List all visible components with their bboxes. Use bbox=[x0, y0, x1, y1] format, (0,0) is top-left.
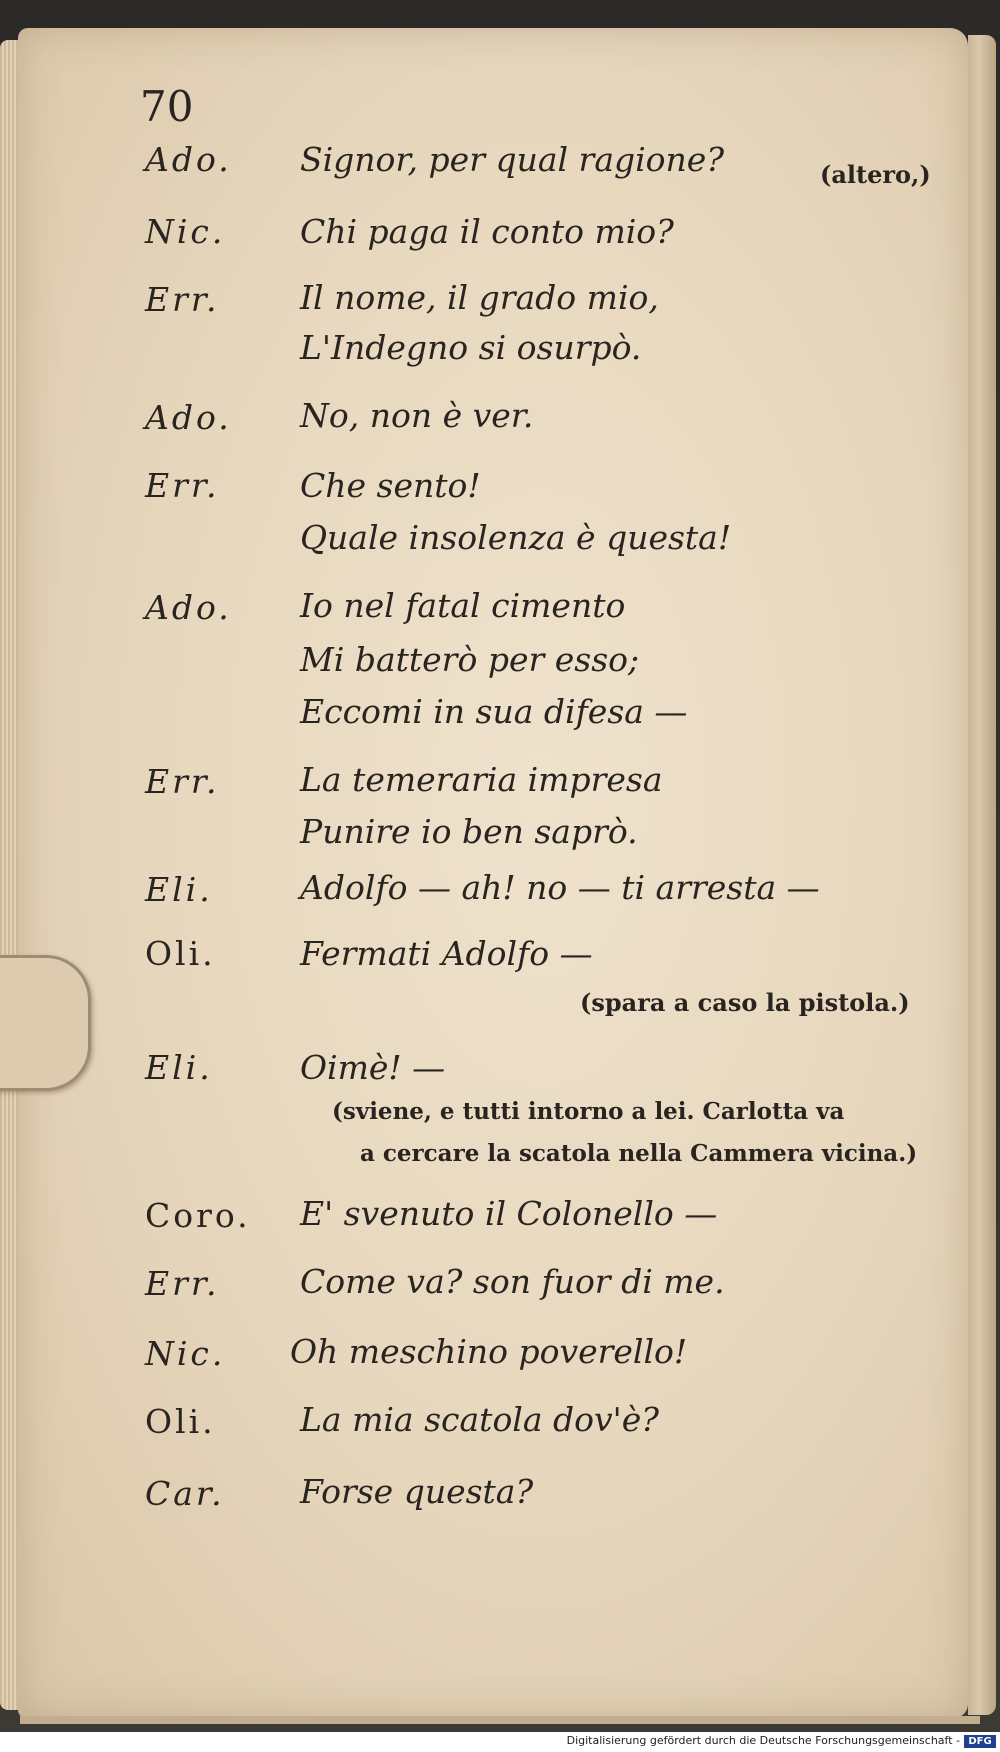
speaker-label: Ado. bbox=[145, 588, 232, 627]
speaker-label: Err. bbox=[145, 280, 220, 319]
verse-line: Mi batterò per esso; bbox=[300, 640, 640, 679]
speaker-label: Oli. bbox=[145, 1402, 216, 1441]
speaker-label: Err. bbox=[145, 466, 220, 505]
speaker-label: Ado. bbox=[145, 398, 232, 437]
page-bottom-edge bbox=[20, 1716, 980, 1724]
verse-line: Eccomi in sua difesa — bbox=[300, 692, 688, 731]
speaker-label: Nic. bbox=[145, 1334, 226, 1373]
speaker-label: Oli. bbox=[145, 934, 216, 973]
page-edges-right bbox=[968, 35, 996, 1715]
speaker-label: Nic. bbox=[145, 212, 226, 251]
page-number: 70 bbox=[140, 82, 194, 131]
verse-line: Io nel fatal cimento bbox=[300, 586, 626, 625]
speaker-label: Eli. bbox=[145, 870, 213, 909]
verse-line: Oimè! — bbox=[300, 1048, 446, 1087]
speaker-label: Ado. bbox=[145, 140, 232, 179]
verse-line: Il nome, il grado mio, bbox=[300, 278, 659, 317]
bookmark-tab bbox=[0, 955, 91, 1091]
speaker-label: Eli. bbox=[145, 1048, 213, 1087]
verse-line: L'Indegno si osurpò. bbox=[300, 328, 642, 367]
verse-line: Chi paga il conto mio? bbox=[300, 212, 674, 251]
stage-direction: (sviene, e tutti intorno a lei. Carlotta va bbox=[332, 1098, 845, 1125]
verse-line: Come va? son fuor di me. bbox=[300, 1262, 725, 1301]
verse-line: E' svenuto il Colonello — bbox=[300, 1194, 718, 1233]
stage-direction: (altero,) bbox=[820, 160, 931, 189]
verse-line: Punire io ben saprò. bbox=[300, 812, 638, 851]
verse-line: Fermati Adolfo — bbox=[300, 934, 593, 973]
speaker-label: Coro. bbox=[145, 1196, 251, 1235]
dfg-logo: DFG bbox=[964, 1735, 996, 1748]
stage-direction: (spara a caso la pistola.) bbox=[580, 988, 910, 1017]
verse-line: Quale insolenza è questa! bbox=[300, 518, 732, 557]
verse-line: Che sento! bbox=[300, 466, 481, 505]
verse-line: No, non è ver. bbox=[300, 396, 534, 435]
verse-line: Signor, per qual ragione? bbox=[300, 140, 725, 179]
footer-credit-text: Digitalisierung gefördert durch die Deutsche Forschungsgemeinschaft - bbox=[566, 1734, 960, 1747]
verse-line: Forse questa? bbox=[300, 1472, 534, 1511]
verse-line: Adolfo — ah! no — ti arresta — bbox=[300, 868, 820, 907]
stage-direction: a cercare la scatola nella Cammera vicina.) bbox=[360, 1140, 918, 1167]
footer-bar bbox=[0, 1732, 1000, 1752]
verse-line: La mia scatola dov'è? bbox=[300, 1400, 659, 1439]
verse-line: Oh meschino poverello! bbox=[290, 1332, 688, 1371]
speaker-label: Err. bbox=[145, 762, 220, 801]
speaker-label: Err. bbox=[145, 1264, 220, 1303]
speaker-label: Car. bbox=[145, 1474, 225, 1513]
verse-line: La temeraria impresa bbox=[300, 760, 663, 799]
